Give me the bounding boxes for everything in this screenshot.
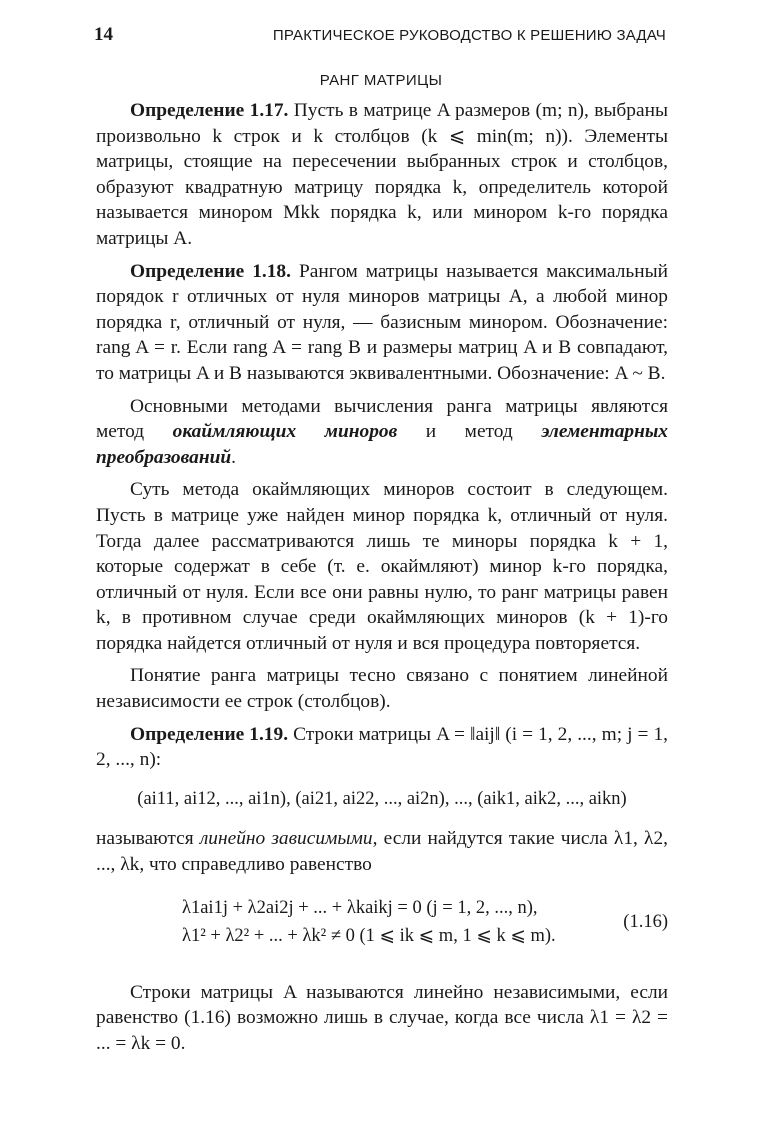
running-title: ПРАКТИЧЕСКОЕ РУКОВОДСТВО К РЕШЕНИЮ ЗАДАЧ bbox=[272, 27, 666, 44]
row-tuples-formula: (ai11, ai12, ..., ai1n), (ai21, ai22, ..., ai2n), ..., (aik1, aik2, ..., aikn) bbox=[137, 788, 627, 809]
definition-text: Рангом матрицы называется максимальный порядок r отличных от нуля миноров матрицы A, а любой минор порядка r, отличный от нуля, — базисным минором. Обозначение: rang A = r. Если rang A = rang B и размеры матриц A и B совпадают, то матрицы A и B называются эквивалентными. Обозначение: A ~ B. bbox=[96, 260, 668, 384]
paragraph-text: и метод bbox=[397, 421, 542, 443]
dependence-paragraph bbox=[96, 826, 668, 877]
definition-1-19 bbox=[96, 722, 668, 773]
page-number: 14 bbox=[94, 24, 113, 45]
independence-paragraph: Понятие ранга матрицы тесно связано с понятием линейной независимости ее строк (столбцов). bbox=[96, 665, 668, 713]
equation-number: (1.16) bbox=[623, 911, 668, 932]
paragraph-text: . bbox=[231, 446, 237, 468]
page-header bbox=[94, 24, 666, 54]
section-title: РАНГ МАТРИЦЫ bbox=[319, 72, 443, 89]
definition-1-17 bbox=[96, 98, 668, 252]
paragraph-text: Основными методами вычисления ранга матрицы являются метод bbox=[96, 395, 668, 443]
paragraph-text: называются bbox=[96, 828, 200, 850]
definition-1-18 bbox=[96, 259, 668, 387]
equation-1-16 bbox=[96, 896, 668, 954]
equation-line-1: λ1ai1j + λ2ai2j + ... + λkaikj = 0 (j = 1, 2, ..., n), bbox=[182, 897, 538, 918]
paragraph-text: , если найдутся такие числа λ1, λ2, ..., λk, что справедливо равенство bbox=[96, 828, 668, 876]
definition-text: Пусть в матрице A размеров (m; n), выбраны произвольно k строк и k столбцов (k ⩽ min(m; n)). Элементы матрицы, стоящие на пересечении выбранных строк и столбцов, образуют квадратную матрицу порядка k, определитель которой называется минором Mkk порядка k, или минором k-го порядка матрицы A. bbox=[96, 100, 668, 249]
methods-paragraph bbox=[96, 394, 668, 471]
bordering-method-paragraph: Суть метода окаймляющих миноров состоит в следующем. Пусть в матрице уже найден минор порядка k, отличный от нуля. Тогда далее рассматриваются лишь те миноры порядка k + 1, которые содержат в себе (т. е. окаймляют) минор k-го порядка, отличный от нуля. Если все они равны нулю, то ранг матрицы равен k, в противном случае среди окаймляющих миноров (k + 1)-го порядка найдется отличный от нуля и вся процедура повторяется. bbox=[96, 479, 668, 654]
independence-definition-paragraph: Строки матрицы A называются линейно независимыми, если равенство (1.16) возможно лишь в случае, когда все числа λ1 = λ2 = ... = λk = 0. bbox=[96, 981, 668, 1054]
term-linearly-dependent: линейно зависимыми bbox=[199, 828, 373, 850]
page-body bbox=[96, 98, 668, 1063]
equation-line-2: λ1² + λ2² + ... + λk² ≠ 0 (1 ⩽ ik ⩽ m, 1 ⩽ k ⩽ m). bbox=[182, 925, 556, 946]
term-bordering-minors: окаймляющих миноров bbox=[172, 421, 398, 443]
definition-label: Определение 1.17. bbox=[130, 100, 289, 121]
definition-label: Определение 1.18. bbox=[130, 260, 291, 282]
definition-label: Определение 1.19. bbox=[130, 723, 289, 745]
definition-text: Строки матрицы A = ‖aij‖ (i = 1, 2, ..., m; j = 1, 2, ..., n): bbox=[96, 723, 668, 771]
term-elementary-transformations: элементарных преобразований bbox=[96, 421, 668, 468]
